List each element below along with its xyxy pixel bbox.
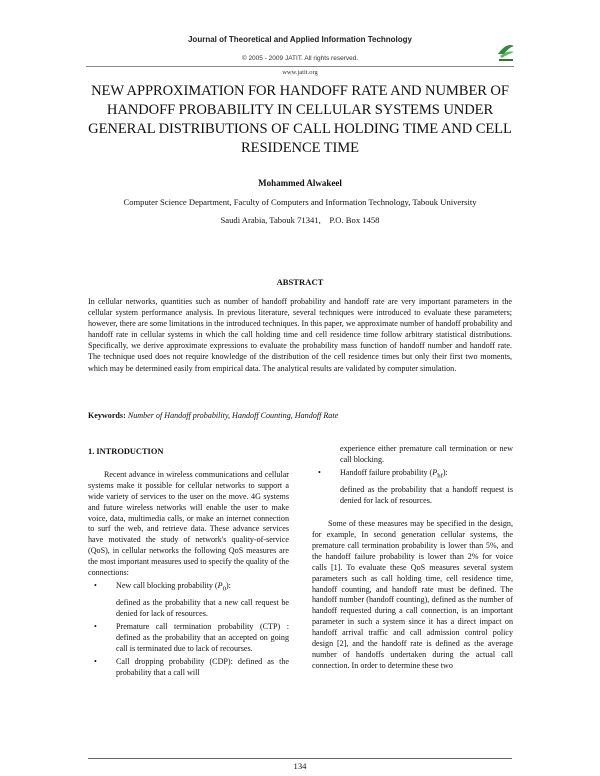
list-item: • Call dropping probability (CDP): defined as the probability that a call will [94,657,289,677]
bullet-icon: • [94,580,97,590]
journal-title: Journal of Theoretical and Applied Information Technology [187,35,412,44]
bullet-icon: • [94,622,97,632]
list-item: • Premature call termination probability (CTP) : defined as the probability that an accepted on going call is terminated due to lack of recourses. [94,622,289,654]
abstract-text: In cellular networks, quantities such as number of handoff probability and handoff rate are very important parameters in the cellular system performance analysis. In previous literature, several techniques were introduced to evaluate these parameters; however, there are some limitations in the introduced techniques. In this paper, we approximate number of handoff probability and handoff rate in cellular systems in which the call holding time and cell residence time follow arbitrary statistical distributions. Specifically, we derive approximate expressions to evaluate the probability mass function of handoff number and handoff rate. The technique used does not require knowledge of the distribution of the cell residence times but only their first two moments, which may be determined easily from empirical data. The analytical results are validated by computer simulation. [88,297,512,373]
list-item: • Handoff failure probability $(P_{hf})$: defined as the probability that a handoff request is denied for lack of resources. [318,467,513,506]
list-item: • New call blocking probability $(P_0)$: defined as the probability that a new call request be denied for lack of resources. [94,580,289,619]
bullet-icon: • [318,467,321,477]
list-item-continuation: experience either premature call termination or new call blocking. [340,444,513,464]
keywords: Keywords: Number of Handoff probability, Handoff Counting, Handoff Rate [88,411,339,420]
qos-measures-list [88,581,289,679]
website-url: www.jatit.org [282,69,318,76]
intro-paragraph-2: Some of these measures may be specified in the design, for example, In second generation cellular systems, the premature call termination probability is lower than 5%, and the handoff failure probability is lower than 2% for voice calls [1]. To evaluate these QoS measures several system parameters such as call holding time, cell residence time, handoff counting, and handoff rate must be defined. The handoff number (handoff counting), defined as the number of handoff requested during a call connection, is an important parameter in such a system since it has a direct impact on handoff arrival traffic and call admission control policy design [2], and the handoff rate is defined as the average number of handoffs undertaken during the actual call connection. In order to determine these two [312,519,513,670]
abstract-heading: ABSTRACT [276,277,324,287]
section-heading-introduction: 1. INTRODUCTION [88,447,164,456]
keywords-label: Keywords [88,411,124,420]
copyright-notice: © 2005 - 2009 JATIT. All rights reserved. [241,55,359,62]
affiliation-line-1: Computer Science Department, Faculty of Computers and Information Technology, Tabouk University [123,197,477,207]
footer-rule [88,758,512,759]
paper-title: NEW APPROXIMATION FOR HANDOFF RATE AND NUMBER OF HANDOFF PROBABILITY IN CELLULAR SYSTEMS UNDER GENERAL DISTRIBUTIONS OF CALL HOLDING TIME AND CELL RESIDENCE TIME [88,83,512,156]
page-number: 134 [293,761,307,771]
intro-paragraph-1: Recent advance in wireless communications and cellular systems make it possible for cellular networks to support a wide variety of services to the user on the move. 4G systems and future wireless networks will enable the user to make voice, data, multimedia calls, or make an internet connection to surf the web, and retrieve data. These advance services have motivated the study of network's quality-of-service (QoS), in cellular networks the following QoS measures are the most important measures used to specify the quality of the connections: [88,469,289,578]
right-column [312,441,513,672]
left-column [88,447,289,681]
author-name: Mohammed Alwakeel [258,178,342,188]
affiliation-line-2: Saudi Arabia, Tabouk 71341, P.O. Box 1458 [220,215,380,225]
header-rule [86,66,514,67]
bullet-icon: • [94,657,97,667]
keywords-text: Number of Handoff probability, Handoff Counting, Handoff Rate [127,411,339,420]
affiliation [0,193,600,229]
qos-measures-list-continued [312,468,513,507]
